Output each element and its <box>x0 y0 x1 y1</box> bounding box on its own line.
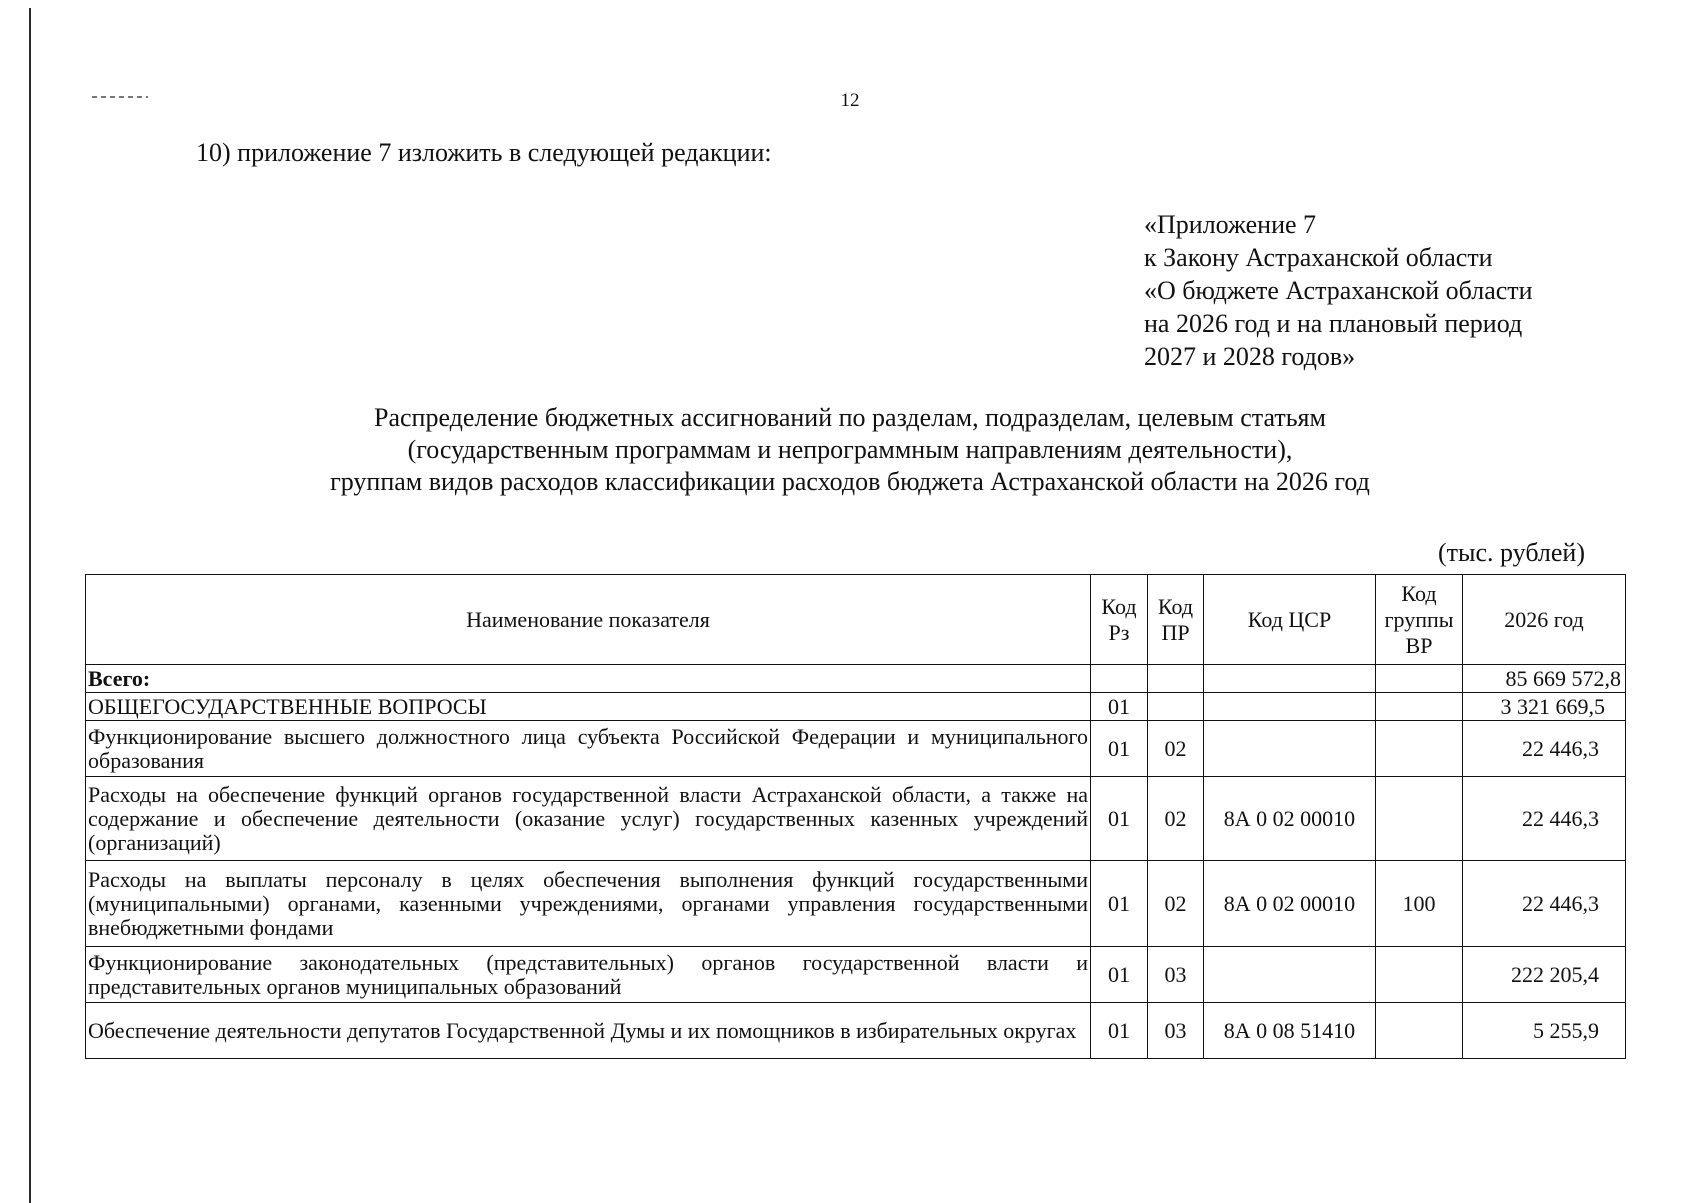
header-csr: Код ЦСР <box>1204 575 1376 665</box>
row-amount: 3 321 669,5 <box>1463 693 1626 721</box>
table-row <box>86 947 1626 1003</box>
table-row <box>86 721 1626 777</box>
row-vr <box>1376 721 1463 777</box>
document-title <box>180 402 1520 498</box>
header-vr-line: группы <box>1384 606 1454 632</box>
header-pr-line: ПР <box>1161 619 1190 645</box>
intro-text: 10) приложение 7 изложить в следующей редакции: <box>196 138 772 167</box>
appendix-reference <box>1144 208 1533 373</box>
row-name: Функционирование высшего должностного лица субъекта Российской Федерации и муниципального образования <box>86 721 1091 777</box>
header-vr-line: ВР <box>1405 632 1433 658</box>
row-amount: 22 446,3 <box>1463 777 1626 861</box>
header-year: 2026 год <box>1463 575 1626 665</box>
row-name: Расходы на выплаты персоналу в целях обеспечения выполнения функций государственными (муниципальными) органами, казенными учреждениями, органами управления государственными внебюджетными фондами <box>86 861 1091 947</box>
row-amount: 5 255,9 <box>1463 1003 1626 1059</box>
table-row <box>86 861 1626 947</box>
header-rz-line: Код <box>1101 593 1137 619</box>
row-name: ОБЩЕГОСУДАРСТВЕННЫЕ ВОПРОСЫ <box>86 693 1091 721</box>
row-csr <box>1204 721 1376 777</box>
faint-corner-mark <box>92 96 148 98</box>
row-rz: 01 <box>1091 777 1148 861</box>
row-csr: 8А 0 02 00010 <box>1204 777 1376 861</box>
table-row <box>86 693 1626 721</box>
row-rz <box>1091 665 1148 693</box>
row-vr <box>1376 947 1463 1003</box>
table-row <box>86 1003 1626 1059</box>
row-rz: 01 <box>1091 721 1148 777</box>
row-amount: 22 446,3 <box>1463 721 1626 777</box>
row-rz: 01 <box>1091 861 1148 947</box>
row-pr: 02 <box>1148 777 1204 861</box>
document-title-line: группам видов расходов классификации расходов бюджета Астраханской области на 2026 год <box>330 467 1370 496</box>
row-csr <box>1204 947 1376 1003</box>
row-csr: 8А 0 02 00010 <box>1204 861 1376 947</box>
row-name: Всего: <box>86 665 1091 693</box>
row-pr <box>1148 693 1204 721</box>
budget-table <box>85 574 1626 1059</box>
row-rz: 01 <box>1091 947 1148 1003</box>
left-margin-line <box>29 8 31 1203</box>
row-rz: 01 <box>1091 693 1148 721</box>
row-pr: 03 <box>1148 947 1204 1003</box>
document-title-line: (государственным программам и непрограммным направлениям деятельности), <box>407 435 1293 464</box>
header-pr-line: Код <box>1157 593 1194 619</box>
row-csr: 8А 0 08 51410 <box>1204 1003 1376 1059</box>
table-row <box>86 777 1626 861</box>
row-vr <box>1376 693 1463 721</box>
row-csr <box>1204 665 1376 693</box>
header-name: Наименование показателя <box>86 575 1091 665</box>
row-amount: 85 669 572,8 <box>1463 665 1626 693</box>
row-amount: 22 446,3 <box>1463 861 1626 947</box>
row-pr: 02 <box>1148 861 1204 947</box>
appendix-reference-line: «Приложение 7 <box>1144 210 1317 239</box>
header-vr-line: Код <box>1401 580 1437 606</box>
row-name: Функционирование законодательных (представительных) органов государственной власти и представительных органов муниципальных образований <box>86 947 1091 1003</box>
row-pr <box>1148 665 1204 693</box>
units-label: (тыс. рублей) <box>1437 538 1585 567</box>
appendix-reference-line: к Закону Астраханской области <box>1144 243 1493 272</box>
appendix-reference-line: 2027 и 2028 годов» <box>1144 342 1356 371</box>
row-csr <box>1204 693 1376 721</box>
header-rz-line: Рз <box>1108 619 1130 645</box>
table-header-row <box>86 575 1626 665</box>
header-pr <box>1148 575 1204 665</box>
row-pr: 03 <box>1148 1003 1204 1059</box>
row-vr <box>1376 665 1463 693</box>
header-vr <box>1376 575 1463 665</box>
table-row <box>86 665 1626 693</box>
row-vr <box>1376 1003 1463 1059</box>
row-rz: 01 <box>1091 1003 1148 1059</box>
row-name: Расходы на обеспечение функций органов государственной власти Астраханской области, а также на содержание и обеспечение деятельности (оказание услуг) государственных казенных учреждений (организаций) <box>86 777 1091 861</box>
row-vr <box>1376 777 1463 861</box>
document-title-line: Распределение бюджетных ассигнований по разделам, подразделам, целевым статьям <box>374 403 1326 432</box>
row-pr: 02 <box>1148 721 1204 777</box>
row-vr: 100 <box>1376 861 1463 947</box>
page-number: 12 <box>840 90 860 111</box>
appendix-reference-line: на 2026 год и на плановый период <box>1144 309 1523 338</box>
header-rz <box>1091 575 1148 665</box>
appendix-reference-line: «О бюджете Астраханской области <box>1144 276 1533 305</box>
row-amount: 222 205,4 <box>1463 947 1626 1003</box>
row-name: Обеспечение деятельности депутатов Государственной Думы и их помощников в избирательных округах <box>86 1003 1091 1059</box>
